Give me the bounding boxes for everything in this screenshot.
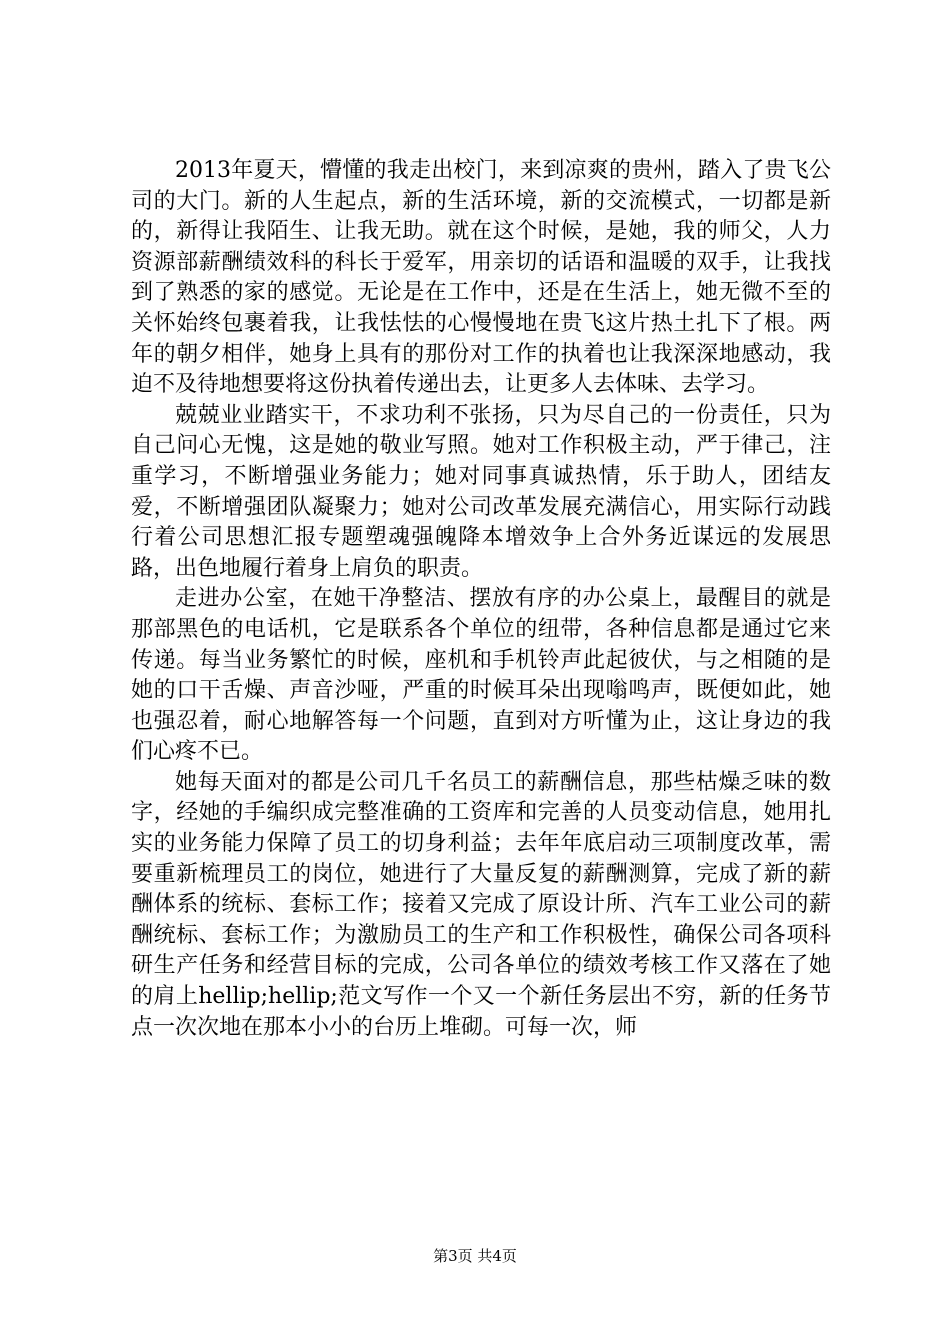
page-number-footer: 第3页 共4页 bbox=[433, 1247, 517, 1265]
paragraph-3: 走进办公室，在她干净整洁、摆放有序的办公桌上，最醒目的就是那部黑色的电话机，它是联系各个单位的纽带，各种信息都是通过它来传递。每当业务繁忙的时候，座机和手机铃声此起彼伏，与之相随的是她的口干舌燥、声音沙哑，严重的时候耳朵出现嗡鸣声，既便如此，她也强忍着，耐心地解答每一个问题，直到对方听懂为止，这让身边的我们心疼不已。 bbox=[131, 586, 831, 765]
paragraph-1: 2013年夏天，懵懂的我走出校门，来到凉爽的贵州，踏入了贵飞公司的大门。新的人生起点，新的生活环境，新的交流模式，一切都是新的，新得让我陌生、让我无助。就在这个时候，是她，我的师父，人力资源部薪酬绩效科的科长于爱军，用亲切的话语和温暖的双手，让我找到了熟悉的家的感觉。无论是在工作中，还是在生活上，她无微不至的关怀始终包裹着我，让我怯怯的心慢慢地在贵飞这片热土扎下了根。两年的朝夕相伴，她身上具有的那份对工作的执着也让我深深地感动，我迫不及待地想要将这份执着传递出去，让更多人去体味、去学习。 bbox=[131, 158, 831, 398]
paragraph-2: 兢兢业业踏实干，不求功利不张扬，只为尽自己的一份责任，只为自己问心无愧，这是她的敬业写照。她对工作积极主动，严于律己，注重学习，不断增强业务能力；她对同事真诚热情，乐于助人，团结友爱，不断增强团队凝聚力；她对公司改革发展充满信心，用实际行动践行着公司思想汇报专题塑魂强魄降本增效争上合外务近谋远的发展思路，出色地履行着身上肩负的职责。 bbox=[131, 402, 831, 581]
paragraph-4: 她每天面对的都是公司几千名员工的薪酬信息，那些枯燥乏味的数字，经她的手编织成完整准确的工资库和完善的人员变动信息，她用扎实的业务能力保障了员工的切身利益；去年年底启动三项制度改革，需要重新梳理员工的岗位，她进行了大量反复的薪酬测算，完成了新的薪酬体系的统标、套标工作；接着又完成了原设计所、汽车工业公司的薪酬统标、套标工作；为激励员工的生产和工作积极性，确保公司各项科研生产任务和经营目标的完成，公司各单位的绩效考核工作又落在了她的肩上hellip;hellip;范文写作一个又一个新任务层出不穷，新的任务节点一次次地在那本小小的台历上堆砌。可每一次，师 bbox=[131, 769, 831, 1040]
body-text bbox=[131, 156, 831, 1043]
